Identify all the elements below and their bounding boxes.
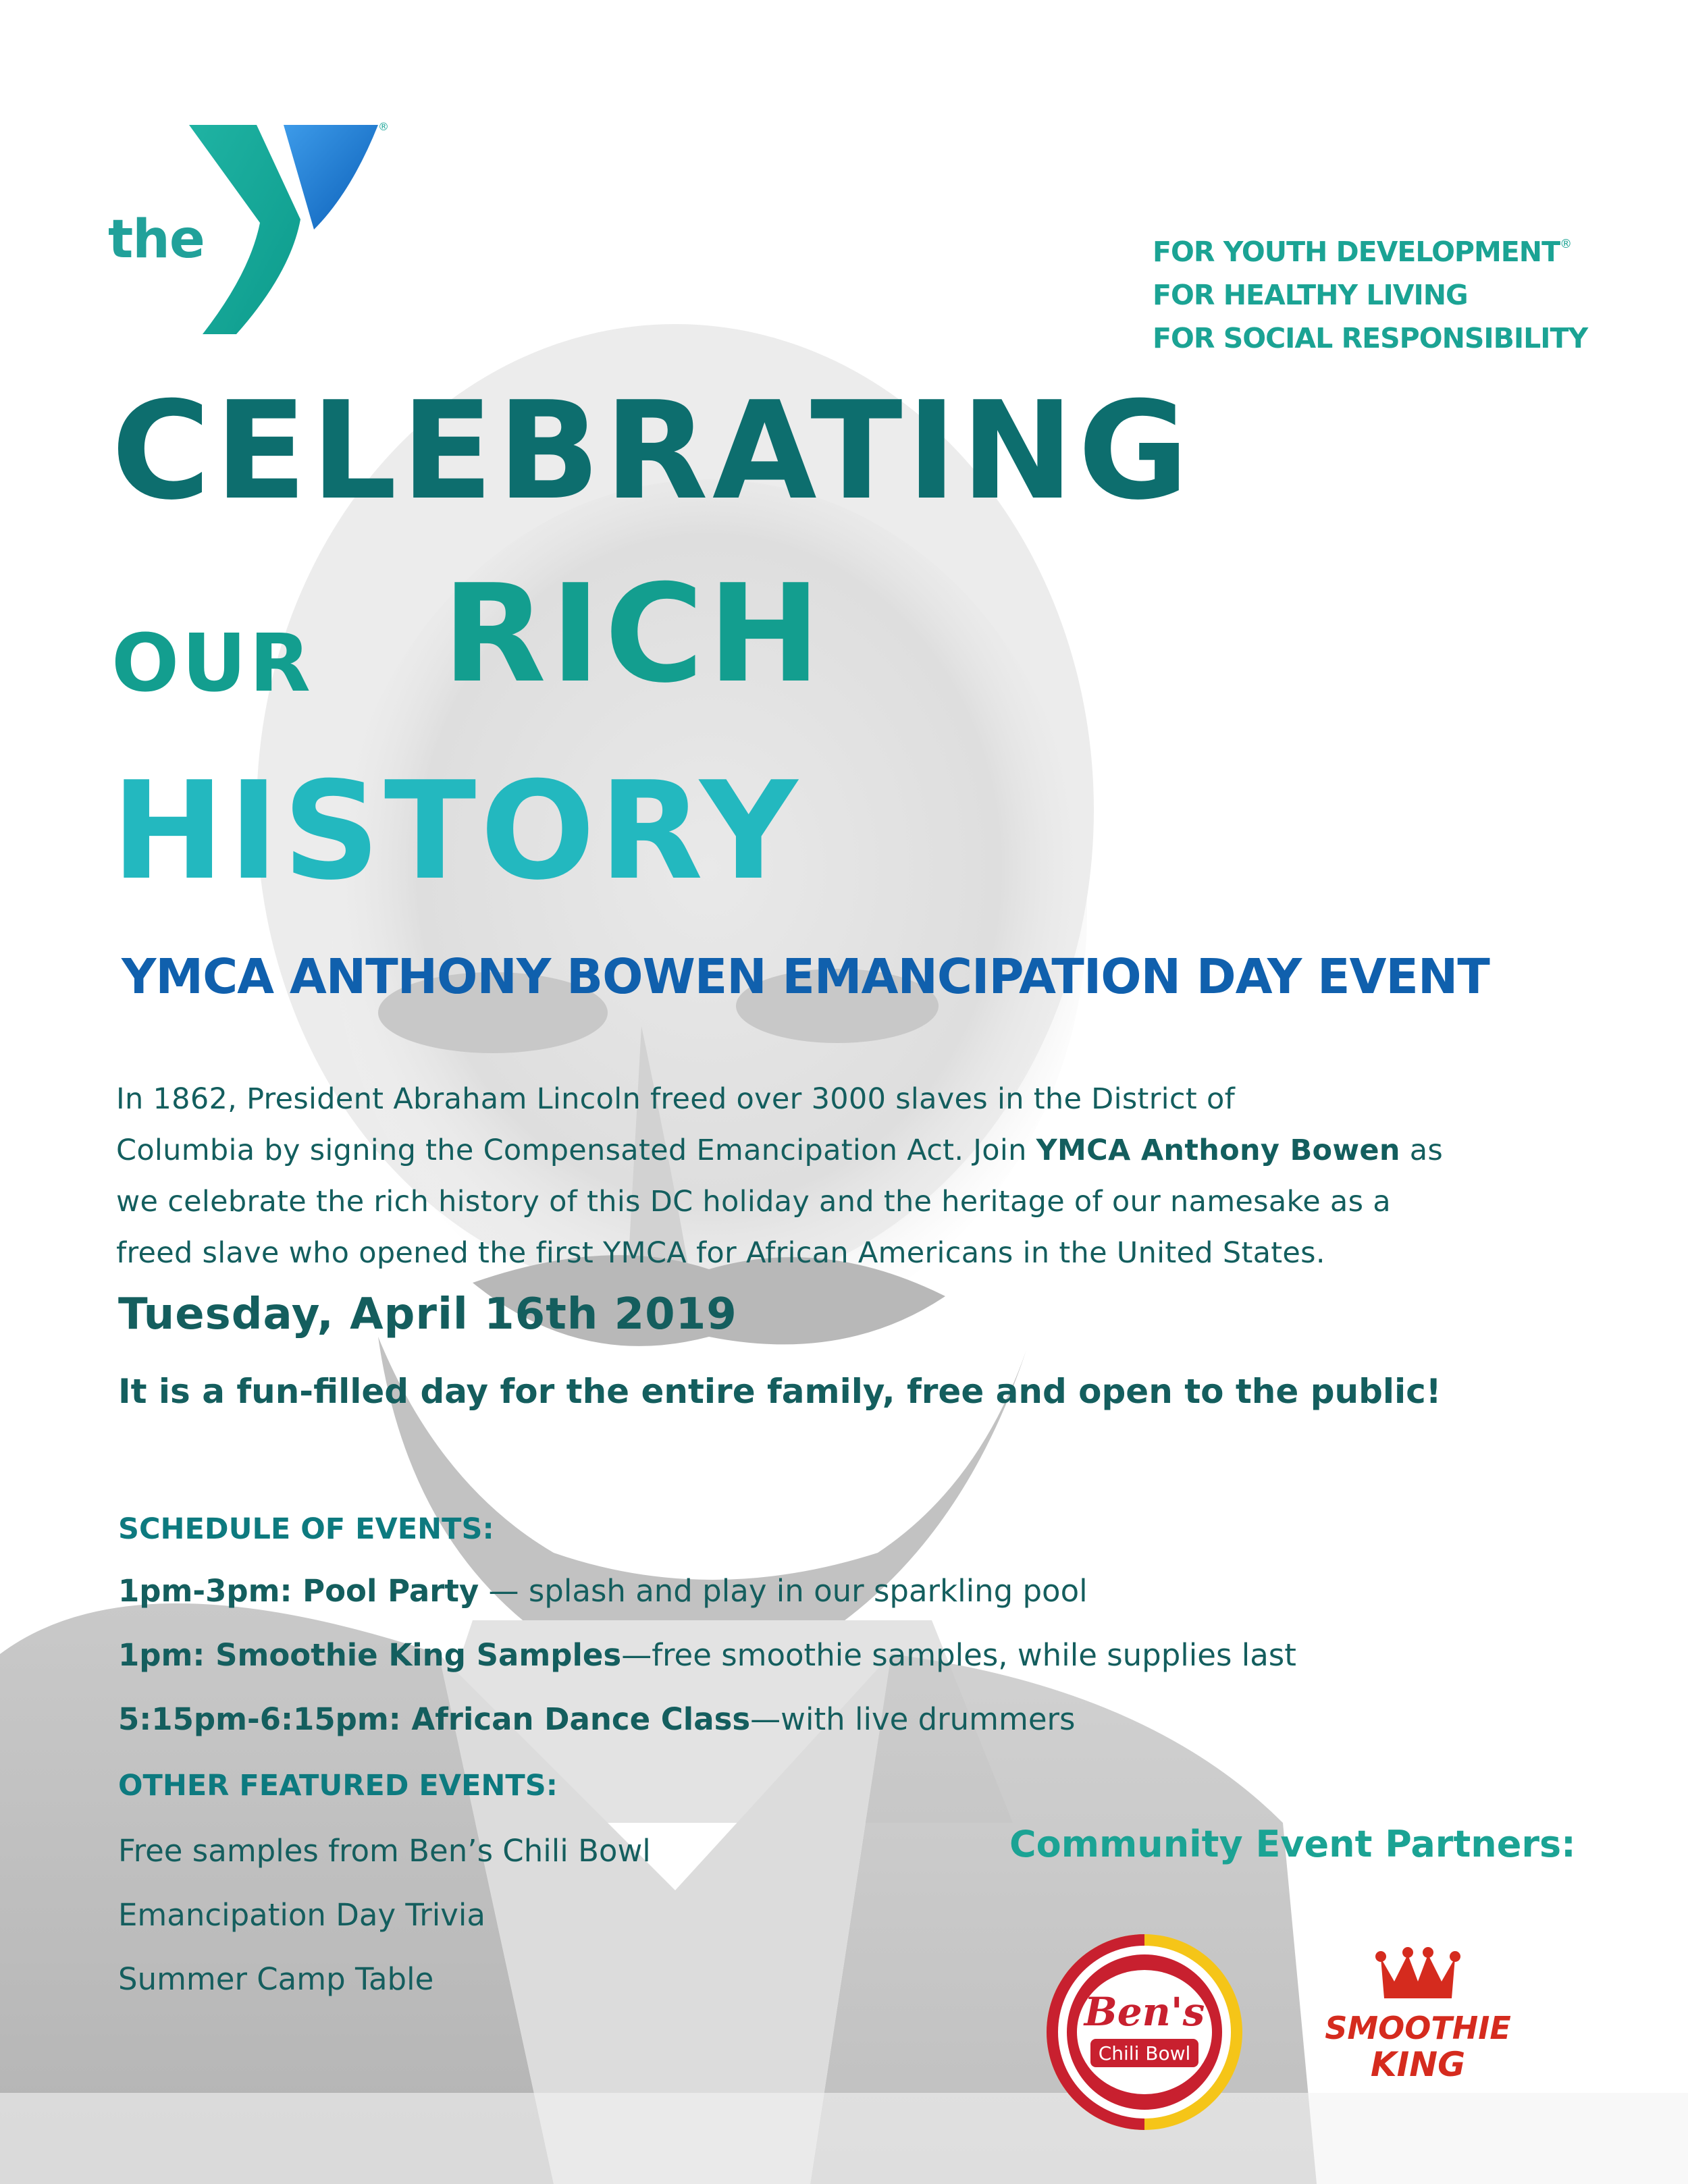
smoothie-king-logo — [1317, 1944, 1519, 2100]
schedule-item-dance: 5:15pm-6:15pm: African Dance Class—with live drummers — [118, 1701, 1076, 1737]
other-item-trivia: Emancipation Day Trivia — [118, 1897, 485, 1933]
tagline-healthy: FOR HEALTHY LIVING — [1153, 279, 1468, 311]
sk-logo-smoothie: SMOOTHIE — [1325, 2010, 1511, 2046]
schedule-item-smoothie: 1pm: Smoothie King Samples—free smoothie samples, while supplies last — [118, 1637, 1296, 1673]
other-item-bens: Free samples from Ben’s Chili Bowl — [118, 1833, 651, 1869]
tagline-social: FOR SOCIAL RESPONSIBILITY — [1153, 322, 1588, 354]
bens-logo-chili-bowl: Chili Bowl — [1098, 2042, 1191, 2065]
logo-the-text: the — [108, 209, 205, 270]
intro-line-2: Columbia by signing the Compensated Emancipation Act. Join YMCA Anthony Bowen as — [116, 1134, 1444, 1167]
headline-our: OUR — [111, 616, 313, 710]
logo-ymca-text: YMCA — [265, 273, 305, 323]
tagline-registered-mark: ® — [1560, 237, 1572, 251]
headline-history: HISTORY — [111, 753, 802, 910]
intro-paragraph — [116, 1073, 1588, 1279]
taglines — [1153, 223, 1587, 360]
intro-line-1: In 1862, President Abraham Lincoln freed over 3000 slaves in the District of — [116, 1082, 1236, 1116]
ymca-logo — [101, 118, 398, 341]
fun-filled-line: It is a fun-filled day for the entire family, free and open to the public! — [118, 1372, 1442, 1411]
ymca-anthony-bowen-bold: YMCA Anthony Bowen — [1036, 1134, 1400, 1167]
bens-logo-script: Ben's — [1084, 1989, 1205, 2035]
bens-chili-bowl-logo — [1043, 1931, 1246, 2133]
logo-registered-mark: ® — [378, 120, 389, 133]
ymca-y-mark-icon — [176, 118, 398, 341]
other-item-camp: Summer Camp Table — [118, 1961, 434, 1997]
intro-line-4: freed slave who opened the first YMCA for African Americans in the United States. — [116, 1236, 1325, 1270]
schedule-item-pool-party: 1pm-3pm: Pool Party — splash and play in our sparkling pool — [118, 1573, 1088, 1609]
crown-icon — [1381, 1954, 1455, 1998]
other-events-heading: OTHER FEATURED EVENTS: — [118, 1769, 558, 1803]
intro-line-3: we celebrate the rich history of this DC holiday and the heritage of our namesake as a — [116, 1185, 1391, 1219]
sk-logo-king: KING — [1370, 2045, 1466, 2084]
headline-celebrating: CELEBRATING — [111, 373, 1193, 530]
partners-heading: Community Event Partners: — [1009, 1823, 1576, 1865]
headline-rich: RICH — [442, 556, 825, 713]
schedule-heading: SCHEDULE OF EVENTS: — [118, 1512, 494, 1546]
tagline-youth: FOR YOUTH DEVELOPMENT® — [1153, 236, 1572, 268]
event-title: YMCA ANTHONY BOWEN EMANCIPATION DAY EVENT — [122, 949, 1489, 1005]
event-date: Tuesday, April 16th 2019 — [118, 1289, 737, 1339]
